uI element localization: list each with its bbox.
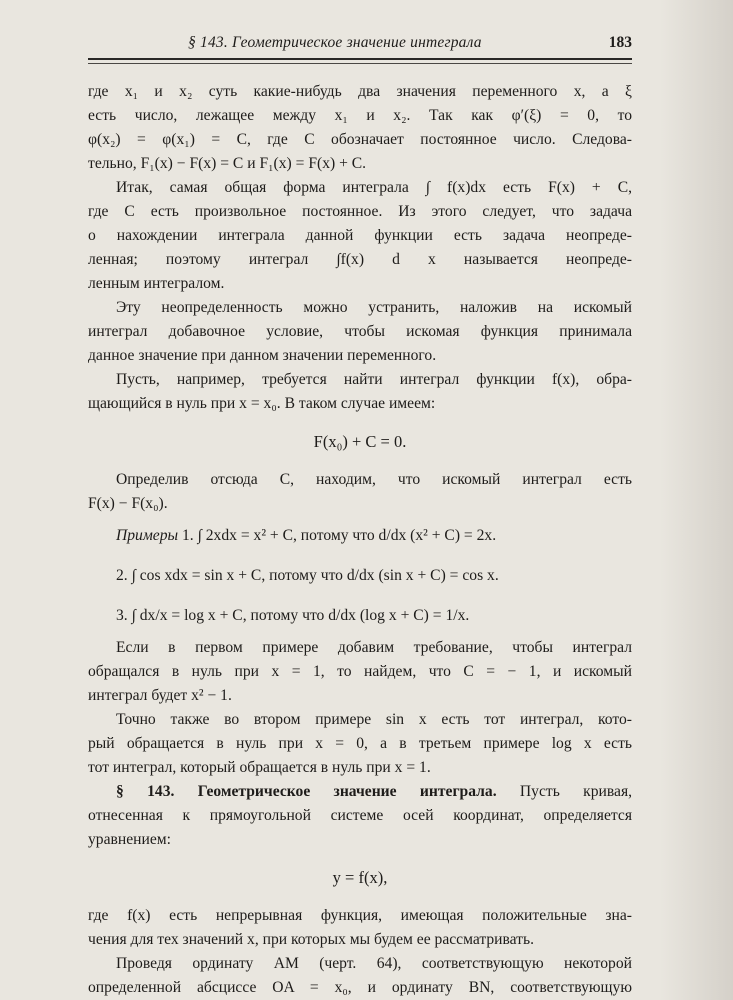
text-line: о нахождении интеграла данной функции есть задача неопреде-: [88, 227, 632, 244]
text-line: щающийся в нуль при x = x₀. В таком случае имеем:: [88, 395, 436, 412]
text-line: интеграл добавочное условие, чтобы искомая функция принимала: [88, 323, 632, 340]
text-line: тот интеграл, который обращается в нуль при x = 1.: [88, 759, 431, 776]
header-rule-thin: [88, 63, 632, 64]
example-line: [88, 556, 632, 596]
text-line: где C есть произвольное постоянное. Из этого следует, что задача: [88, 203, 632, 220]
example-formula: 2. ∫ cos xdx = sin x + C, потому что d/dx (sin x + C) = cos x.: [116, 567, 499, 584]
example-formula: 1. ∫ 2xdx = x² + C, потому что d/dx (x² + C) = 2x.: [182, 527, 497, 544]
text-line: рый обращается в нуль при x = 0, а в третьем примере log x есть: [88, 735, 632, 752]
text-line: тельно, F₁(x) − F(x) = C и F₁(x) = F(x) + C.: [88, 155, 367, 172]
text-line: Определив отсюда C, находим, что искомый интеграл есть: [116, 471, 632, 488]
text-line: уравнением:: [88, 831, 171, 848]
text-line: ленная; поэтому интеграл ∫f(x) d x называется неопреде-: [88, 251, 632, 268]
text-line: Точно также во втором примере sin x есть тот интеграл, кото-: [116, 711, 632, 728]
text-line: Проведя ординату AM (черт. 64), соответствующую некоторой: [116, 955, 632, 972]
text-line: чения для тех значений x, при которых мы будем ее рассматривать.: [88, 931, 535, 948]
equation: y = f(x),: [332, 868, 388, 887]
header-rule-thick: [88, 58, 632, 60]
text-line: отнесенная к прямоугольной системе осей координат, определяется: [88, 807, 632, 824]
text-line: § 143. Геометрическое значение интеграла. Пусть кривая,: [116, 783, 633, 800]
text-line: обращался в нуль при x = 1, то найдем, что C = − 1, и искомый: [88, 663, 632, 680]
example-formula: 3. ∫ dx/x = log x + C, потому что d/dx (log x + C) = 1/x.: [116, 607, 470, 624]
text-line: где x₁ и x₂ суть какие-нибудь два значения переменного x, а ξ: [88, 83, 632, 100]
text-line: F(x) − F(x₀).: [88, 495, 168, 512]
examples-label: Примеры: [116, 527, 179, 544]
text-line: определенной абсциссе OA = x₀, и ординату BN, соответствующую: [88, 979, 632, 996]
example-line: [88, 596, 632, 636]
text-line: есть число, лежащее между x₁ и x₂. Так как φ′(ξ) = 0, то: [88, 107, 632, 124]
text-line: где f(x) есть непрерывная функция, имеющая положительные зна-: [88, 907, 632, 924]
text-line: ленным интегралом.: [88, 275, 225, 292]
running-header-title: § 143. Геометрическое значение интеграла: [188, 34, 482, 51]
page-edge-shading: [660, 0, 733, 1000]
text-line: Пусть, например, требуется найти интеграл функции f(x), обра-: [116, 371, 632, 388]
text-line: Итак, самая общая форма интеграла ∫ f(x)dx есть F(x) + C,: [116, 179, 632, 196]
text-line: Если в первом примере добавим требование, чтобы интеграл: [116, 639, 632, 656]
page-number: 183: [608, 34, 632, 51]
page-body: [88, 80, 632, 1000]
example-line: [88, 516, 632, 556]
section-heading: § 143. Геометрическое значение интеграла.: [116, 783, 497, 800]
text-line: данное значение при данном значении переменного.: [88, 347, 437, 364]
text-line: Эту неопределенность можно устранить, наложив на искомый: [116, 299, 632, 316]
text-line: интеграл будет x² − 1.: [88, 687, 232, 704]
text-line: φ(x₂) = φ(x₁) = C, где C обозначает постоянное число. Следова-: [88, 131, 632, 148]
equation: F(x₀) + C = 0.: [313, 432, 407, 451]
